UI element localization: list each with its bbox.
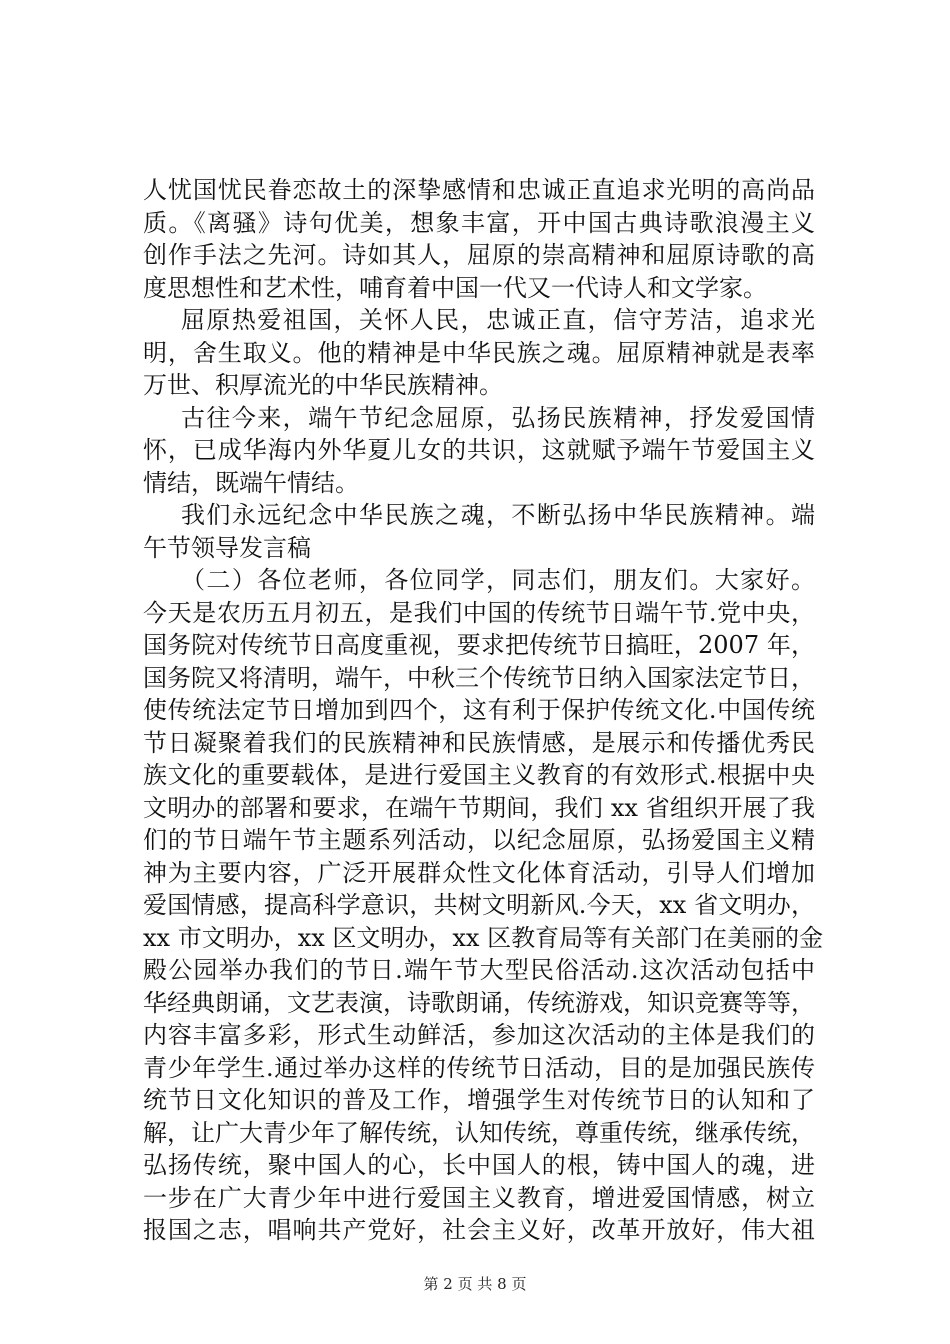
text-line: 文明办的部署和要求，在端午节期间，我们 xx 省组织开展了我 — [143, 793, 815, 822]
text-line: 们的节日端午节主题系列活动，以纪念屈原，弘扬爱国主义精 — [143, 826, 815, 854]
text-line: 明，舍生取义。他的精神是中华民族之魂。屈原精神就是表率 — [143, 338, 815, 367]
page-footer — [0, 1274, 950, 1294]
text-line: 情结，既端午情结。 — [143, 468, 359, 497]
text-line: 人忧国忧民眷恋故土的深挚感情和忠诚正直追求光明的高尚品 — [143, 176, 815, 204]
text-line: 报国之志，唱响共产党好，社会主义好，改革开放好，伟大祖 — [143, 1216, 815, 1244]
text-line: 爱国情感，提高科学意识，共树文明新风.今天，xx 省文明办， — [143, 891, 815, 919]
text-line: 质。《离骚》诗句优美，想象丰富，开中国古典诗歌浪漫主义 — [143, 208, 815, 237]
text-line: 统节日文化知识的普及工作，增强学生对传统节日的认知和了 — [143, 1086, 815, 1114]
text-line: 解，让广大青少年了解传统，认知传统，尊重传统，继承传统， — [143, 1118, 815, 1147]
text-line: 万世、积厚流光的中华民族精神。 — [143, 371, 503, 399]
text-line: 古往今来，端午节纪念屈原，弘扬民族精神，抒发爱国情 — [181, 403, 815, 432]
text-line: 国务院对传统节日高度重视，要求把传统节日搞旺，2007 年， — [143, 631, 815, 659]
text-line: 今天是农历五月初五，是我们中国的传统节日端午节.党中央， — [143, 598, 815, 627]
body-text — [143, 174, 824, 1247]
text-line: 我们永远纪念中华民族之魂，不断弘扬中华民族精神。端 — [181, 501, 815, 529]
text-line: （二）各位老师，各位同学，同志们，朋友们。大家好。 — [181, 566, 815, 594]
text-line: 怀，已成华海内外华夏儿女的共识，这就赋予端午节爱国主义 — [143, 436, 815, 464]
text-line: xx 市文明办，xx 区文明办，xx 区教育局等有关部门在美丽的金 — [143, 923, 824, 952]
text-line: 午节领导发言稿 — [143, 533, 311, 562]
text-line: 使传统法定节日增加到四个，这有利于保护传统文化.中国传统 — [143, 696, 815, 724]
text-line: 族文化的重要载体，是进行爱国主义教育的有效形式.根据中央 — [143, 761, 815, 789]
text-line: 内容丰富多彩，形式生动鲜活，参加这次活动的主体是我们的 — [143, 1021, 815, 1049]
text-line: 节日凝聚着我们的民族精神和民族情感，是展示和传播优秀民 — [143, 728, 815, 757]
text-line: 创作手法之先河。诗如其人，屈原的崇高精神和屈原诗歌的高 — [143, 241, 815, 269]
text-line: 弘扬传统，聚中国人的心，长中国人的根，铸中国人的魂，进 — [143, 1151, 815, 1179]
text-line: 一步在广大青少年中进行爱国主义教育，增进爱国情感，树立 — [143, 1183, 815, 1212]
text-line: 度思想性和艺术性，哺育着中国一代又一代诗人和文学家。 — [143, 273, 767, 302]
text-line: 殿公园举办我们的节日.端午节大型民俗活动.这次活动包括中 — [143, 956, 815, 984]
text-line: 青少年学生.通过举办这样的传统节日活动，目的是加强民族传 — [143, 1053, 815, 1082]
text-line: 国务院又将清明，端午，中秋三个传统节日纳入国家法定节日， — [143, 663, 815, 692]
text-line: 神为主要内容，广泛开展群众性文化体育活动，引导人们增加 — [143, 858, 815, 887]
page-number-label: 第 2 页 共 8 页 — [423, 1275, 527, 1293]
text-line: 屈原热爱祖国，关怀人民，忠诚正直，信守芳洁，追求光 — [181, 306, 815, 334]
text-line: 华经典朗诵，文艺表演，诗歌朗诵，传统游戏，知识竞赛等等， — [143, 988, 815, 1017]
